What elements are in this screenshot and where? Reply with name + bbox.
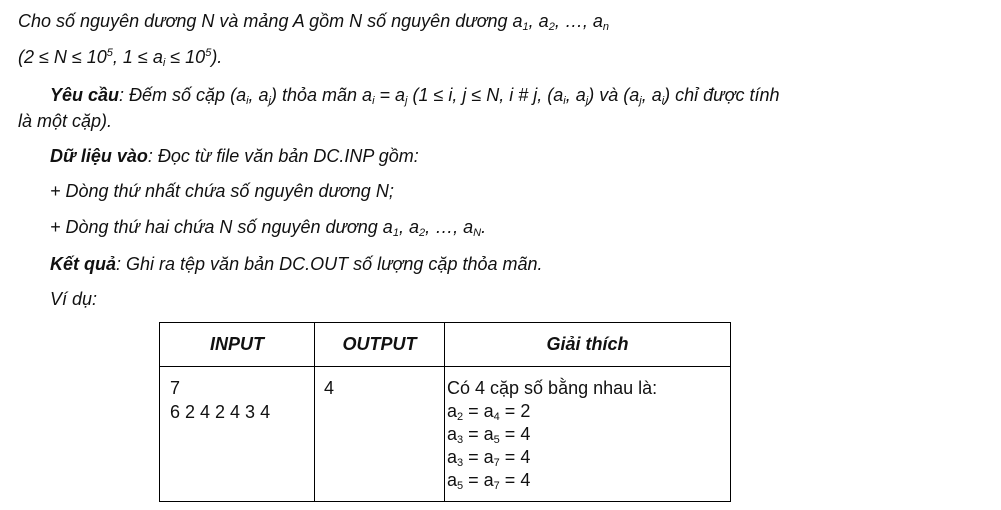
sub: 2 bbox=[457, 411, 464, 423]
text: , a bbox=[398, 217, 419, 237]
sub: 7 bbox=[493, 457, 500, 469]
input-line-2 bbox=[50, 216, 486, 238]
pair-line bbox=[447, 469, 530, 492]
example-table bbox=[159, 322, 731, 502]
text: ≤ 10 bbox=[165, 47, 206, 67]
text: a bbox=[447, 424, 458, 444]
sub: i bbox=[162, 57, 166, 69]
sub: 1 bbox=[392, 227, 399, 239]
text: , a bbox=[641, 85, 662, 105]
sub: 7 bbox=[493, 480, 500, 492]
header-output: OUTPUT bbox=[342, 334, 417, 354]
sub: 2 bbox=[418, 227, 426, 239]
input-cell-line-1: 7 bbox=[170, 378, 181, 398]
text: (2 ≤ N ≤ 10 bbox=[18, 47, 107, 67]
sub: 2 bbox=[548, 21, 555, 33]
text: = a bbox=[374, 85, 406, 105]
text: : Ghi ra tệp văn bản DC.OUT số lượng cặp thỏa mãn. bbox=[116, 254, 543, 274]
sub: j bbox=[268, 95, 271, 107]
text: a bbox=[483, 401, 494, 421]
sub: j bbox=[405, 95, 408, 107]
text: . bbox=[481, 217, 487, 237]
sub: j bbox=[585, 95, 589, 107]
output-cell: 4 bbox=[324, 378, 335, 398]
output-section-label: Kết quả bbox=[50, 254, 117, 274]
text: , a bbox=[528, 11, 549, 31]
pair-line bbox=[447, 400, 530, 423]
divider bbox=[160, 366, 730, 367]
input-cell-line-2: 6 2 4 2 4 3 4 bbox=[170, 402, 271, 422]
sub: N bbox=[473, 227, 482, 239]
text: a bbox=[483, 447, 494, 467]
text: ) thỏa mãn a bbox=[271, 85, 373, 105]
text: , …, a bbox=[554, 11, 603, 31]
text: = bbox=[499, 424, 521, 444]
sup: 5 bbox=[106, 47, 113, 59]
input-section-label: Dữ liệu vào bbox=[50, 146, 148, 166]
sub: i bbox=[563, 95, 566, 107]
text: , a bbox=[565, 85, 586, 105]
sub: i bbox=[246, 95, 249, 107]
constraints-line bbox=[18, 46, 222, 68]
header-explain: Giải thích bbox=[546, 334, 629, 354]
sub: 5 bbox=[457, 480, 464, 492]
sub: n bbox=[602, 21, 609, 33]
text: = bbox=[463, 424, 484, 444]
output-section-line bbox=[50, 253, 543, 275]
text: a bbox=[447, 447, 458, 467]
text: a bbox=[483, 424, 494, 444]
text: = bbox=[463, 470, 484, 490]
pair-line bbox=[447, 423, 530, 446]
header-input: INPUT bbox=[210, 334, 264, 354]
text: 4 bbox=[520, 447, 531, 467]
sub: 3 bbox=[457, 434, 464, 446]
sub: 1 bbox=[522, 21, 529, 33]
text: a bbox=[483, 470, 494, 490]
sub: j bbox=[639, 95, 642, 107]
text: , …, a bbox=[425, 217, 474, 237]
sub: i bbox=[372, 95, 375, 107]
text: = bbox=[499, 470, 521, 490]
sub: 4 bbox=[493, 411, 500, 423]
requirement-line-2: là một cặp). bbox=[18, 111, 113, 131]
example-label: Ví dụ: bbox=[50, 289, 98, 309]
text: ). bbox=[211, 47, 223, 67]
sub: i bbox=[661, 95, 665, 107]
pair-line bbox=[447, 446, 530, 469]
sup: 5 bbox=[205, 47, 212, 59]
requirement-line bbox=[50, 84, 780, 106]
text: a bbox=[447, 401, 458, 421]
text: : Đọc từ file văn bản DC.INP gồm: bbox=[147, 146, 419, 166]
text: 4 bbox=[520, 470, 531, 490]
text: (1 ≤ i, j ≤ N, i # j, (a bbox=[407, 85, 564, 105]
text: 4 bbox=[520, 424, 531, 444]
text: , a bbox=[248, 85, 269, 105]
text: a bbox=[447, 470, 458, 490]
text: : Đếm số cặp (a bbox=[119, 85, 247, 105]
text: = bbox=[499, 401, 521, 421]
text: + Dòng thứ hai chứa N số nguyên dương a bbox=[50, 217, 393, 237]
text: ) chỉ được tính bbox=[664, 85, 780, 105]
input-section-line bbox=[50, 145, 419, 167]
text: , 1 ≤ a bbox=[112, 47, 163, 67]
sub: 3 bbox=[457, 457, 464, 469]
text: = bbox=[463, 401, 484, 421]
text: 2 bbox=[520, 401, 531, 421]
intro-line bbox=[18, 10, 609, 32]
text: ) và (a bbox=[588, 85, 640, 105]
text: = bbox=[499, 447, 521, 467]
intro-text: Cho số nguyên dương N và mảng A gồm N số nguyên dương a bbox=[18, 11, 523, 31]
explain-intro: Có 4 cặp số bằng nhau là: bbox=[447, 378, 658, 398]
requirement-label: Yêu cầu bbox=[50, 85, 120, 105]
input-line-1: + Dòng thứ nhất chứa số nguyên dương N; bbox=[50, 181, 394, 201]
sub: 5 bbox=[493, 434, 500, 446]
text: = bbox=[463, 447, 484, 467]
